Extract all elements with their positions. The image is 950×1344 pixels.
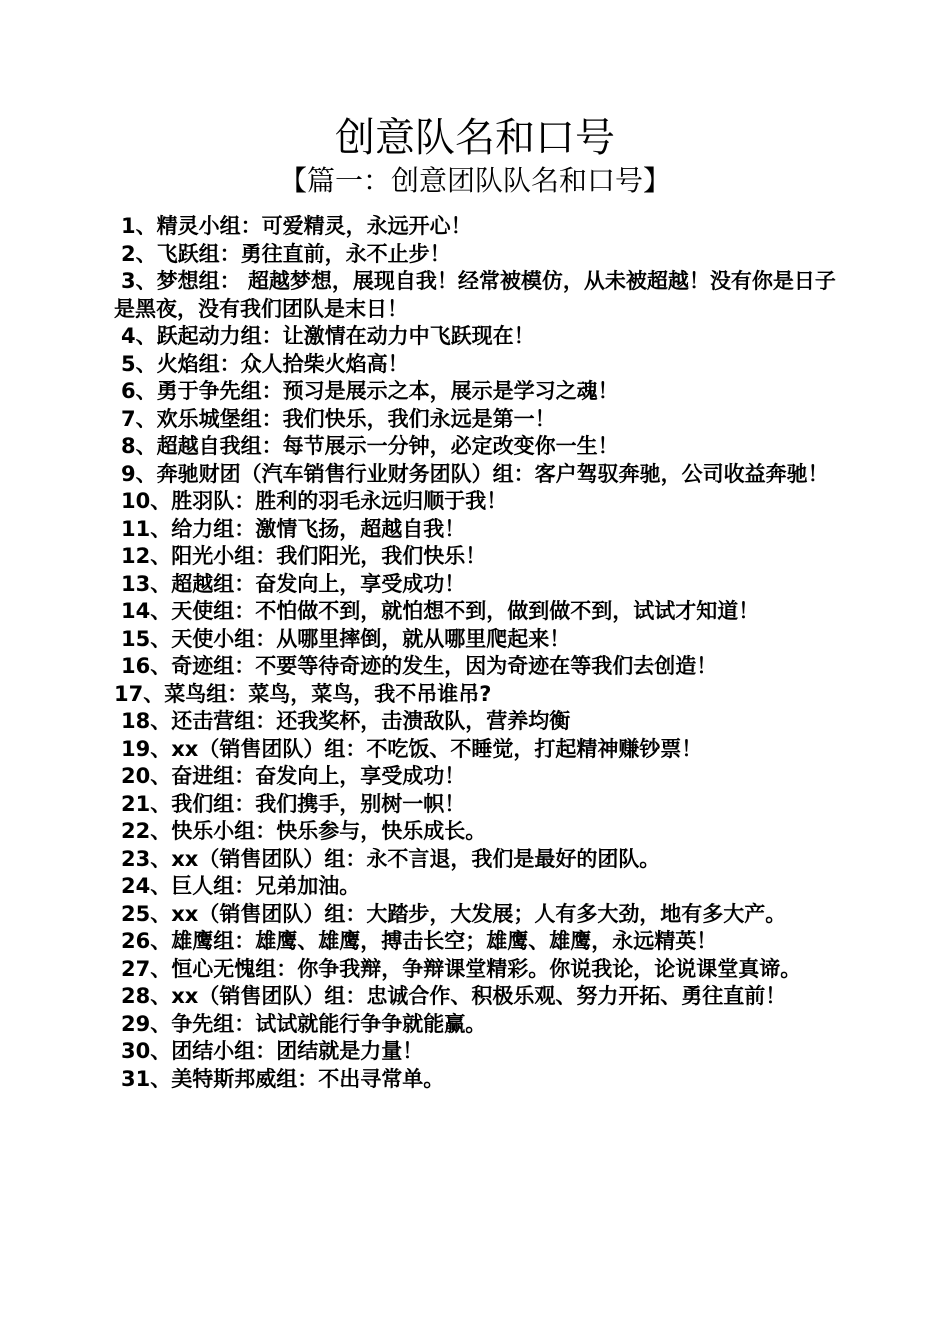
slogan-entry: 1、精灵小组：可爱精灵，永远开心！ <box>121 214 472 238</box>
slogan-entry: 4、跃起动力组：让激情在动力中飞跃现在！ <box>121 324 535 348</box>
slogan-entry: 19、xx（销售团队）组：不吃饭、不睡觉，打起精神赚钞票！ <box>121 736 703 761</box>
document-title: 创意队名和口号 <box>335 115 615 161</box>
slogan-entry: 25、xx（销售团队）组：大踏步，大发展；人有多大劲，地有多大产。 <box>121 901 787 926</box>
slogan-entry: 29、争先组：试试就能行争争就能赢。 <box>121 1011 487 1036</box>
slogan-entry: 21、我们组：我们携手，别树一帜！ <box>121 791 466 816</box>
slogan-entry: 22、快乐小组：快乐参与，快乐成长。 <box>121 819 487 843</box>
slogan-entry: 9、奔驰财团（汽车销售行业财务团队）组：客户驾驭奔驰，公司收益奔驰！ <box>121 461 829 486</box>
slogan-entry: 5、火焰组：众人拾柴火焰高！ <box>121 351 409 376</box>
slogan-entry: 16、奇迹组：不要等待奇迹的发生，因为奇迹在等我们去创造！ <box>121 654 718 678</box>
document-subtitle: 【篇一：创意团队队名和口号】 <box>278 164 671 197</box>
slogan-entry: 13、超越组：奋发向上，享受成功！ <box>121 571 466 596</box>
slogan-entry: 31、美特斯邦威组：不出寻常单。 <box>121 1066 445 1091</box>
slogan-entry: 14、天使组：不怕做不到，就怕想不到，做到做不到，试试才知道！ <box>121 599 760 623</box>
slogan-entry: 11、给力组：激情飞扬，超越自我！ <box>121 516 466 541</box>
slogan-list <box>114 213 836 1093</box>
slogan-entry: 8、超越自我组：每节展示一分钟，必定改变你一生！ <box>121 434 619 458</box>
slogan-entry: 23、xx（销售团队）组：永不言退，我们是最好的团队。 <box>121 846 661 871</box>
slogan-entry: 28、xx（销售团队）组：忠诚合作、积极乐观、努力开拓、勇往直前！ <box>121 984 787 1008</box>
slogan-entry: 3、梦想组： 超越梦想，展现自我！经常被模仿，从未被超越！没有你是日子是黑夜，没有我们团队是末日！ <box>114 269 836 321</box>
slogan-entry: 20、奋进组：奋发向上，享受成功！ <box>121 764 466 788</box>
slogan-entry: 6、勇于争先组：预习是展示之本，展示是学习之魂！ <box>121 379 619 403</box>
slogan-entry: 7、欢乐城堡组：我们快乐，我们永远是第一！ <box>121 406 556 431</box>
slogan-entry: 17、菜鸟组：菜鸟，菜鸟，我不吊谁吊? <box>114 681 492 706</box>
slogan-entry: 15、天使小组：从哪里摔倒，就从哪里爬起来！ <box>121 626 571 651</box>
slogan-entry: 24、巨人组：兄弟加油。 <box>121 874 361 898</box>
slogan-entry: 26、雄鹰组：雄鹰、雄鹰，搏击长空；雄鹰、雄鹰，永远精英！ <box>121 929 718 953</box>
slogan-entry: 10、胜羽队：胜利的羽毛永远归顺于我！ <box>121 489 508 513</box>
slogan-entry: 12、阳光小组：我们阳光，我们快乐！ <box>121 544 487 568</box>
slogan-entry: 30、团结小组：团结就是力量！ <box>121 1039 424 1063</box>
slogan-entry: 18、还击营组：还我奖杯，击溃敌队，营养均衡 <box>121 709 571 733</box>
slogan-entry: 27、恒心无愧组：你争我辩，争辩课堂精彩。你说我论，论说课堂真谛。 <box>121 956 802 981</box>
slogan-entry: 2、飞跃组：勇往直前，永不止步！ <box>121 241 451 266</box>
